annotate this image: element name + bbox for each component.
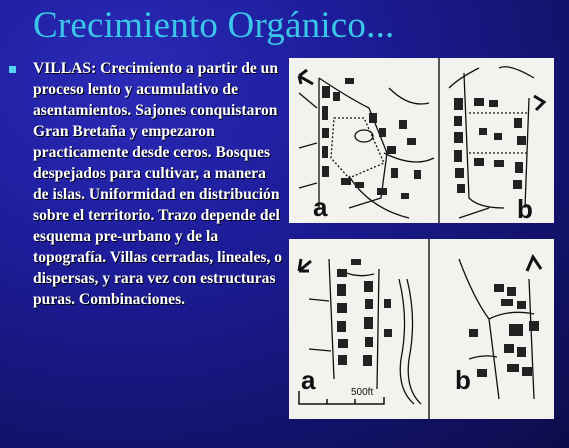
village-plans-top-figure [289, 58, 554, 223]
slide-title: Crecimiento Orgánico... [33, 5, 395, 46]
figure-label-a: a [313, 192, 328, 222]
village-plans-bottom-drawing [289, 239, 554, 419]
figure-label-a-bottom: a [301, 365, 316, 395]
figure-label-b-bottom: b [455, 365, 471, 395]
bullet-square-icon [9, 66, 16, 73]
bullet-body: Crecimiento a partir de un proceso lento y acumulativo de asentamientos. Sajones conquistaron Gran Bretaña y empezaron practicamente desde ceros. Bosques despejados para cultivar, a manera de islas. Uniformidad en distribución sobre el territorio. Trazo depende del esquema pre-urbano y de la topografía. Villas cerradas, lineales, o dispersas, y rara vez con estructuras puras. Combinaciones. [33, 60, 283, 308]
village-plans-top-drawing [289, 58, 554, 223]
scale-label: 500ft [351, 387, 374, 398]
bullet-text [33, 58, 285, 310]
figure-label-b: b [517, 194, 533, 223]
village-plans-bottom-figure [289, 239, 554, 419]
bullet-lead: VILLAS: [33, 60, 97, 77]
